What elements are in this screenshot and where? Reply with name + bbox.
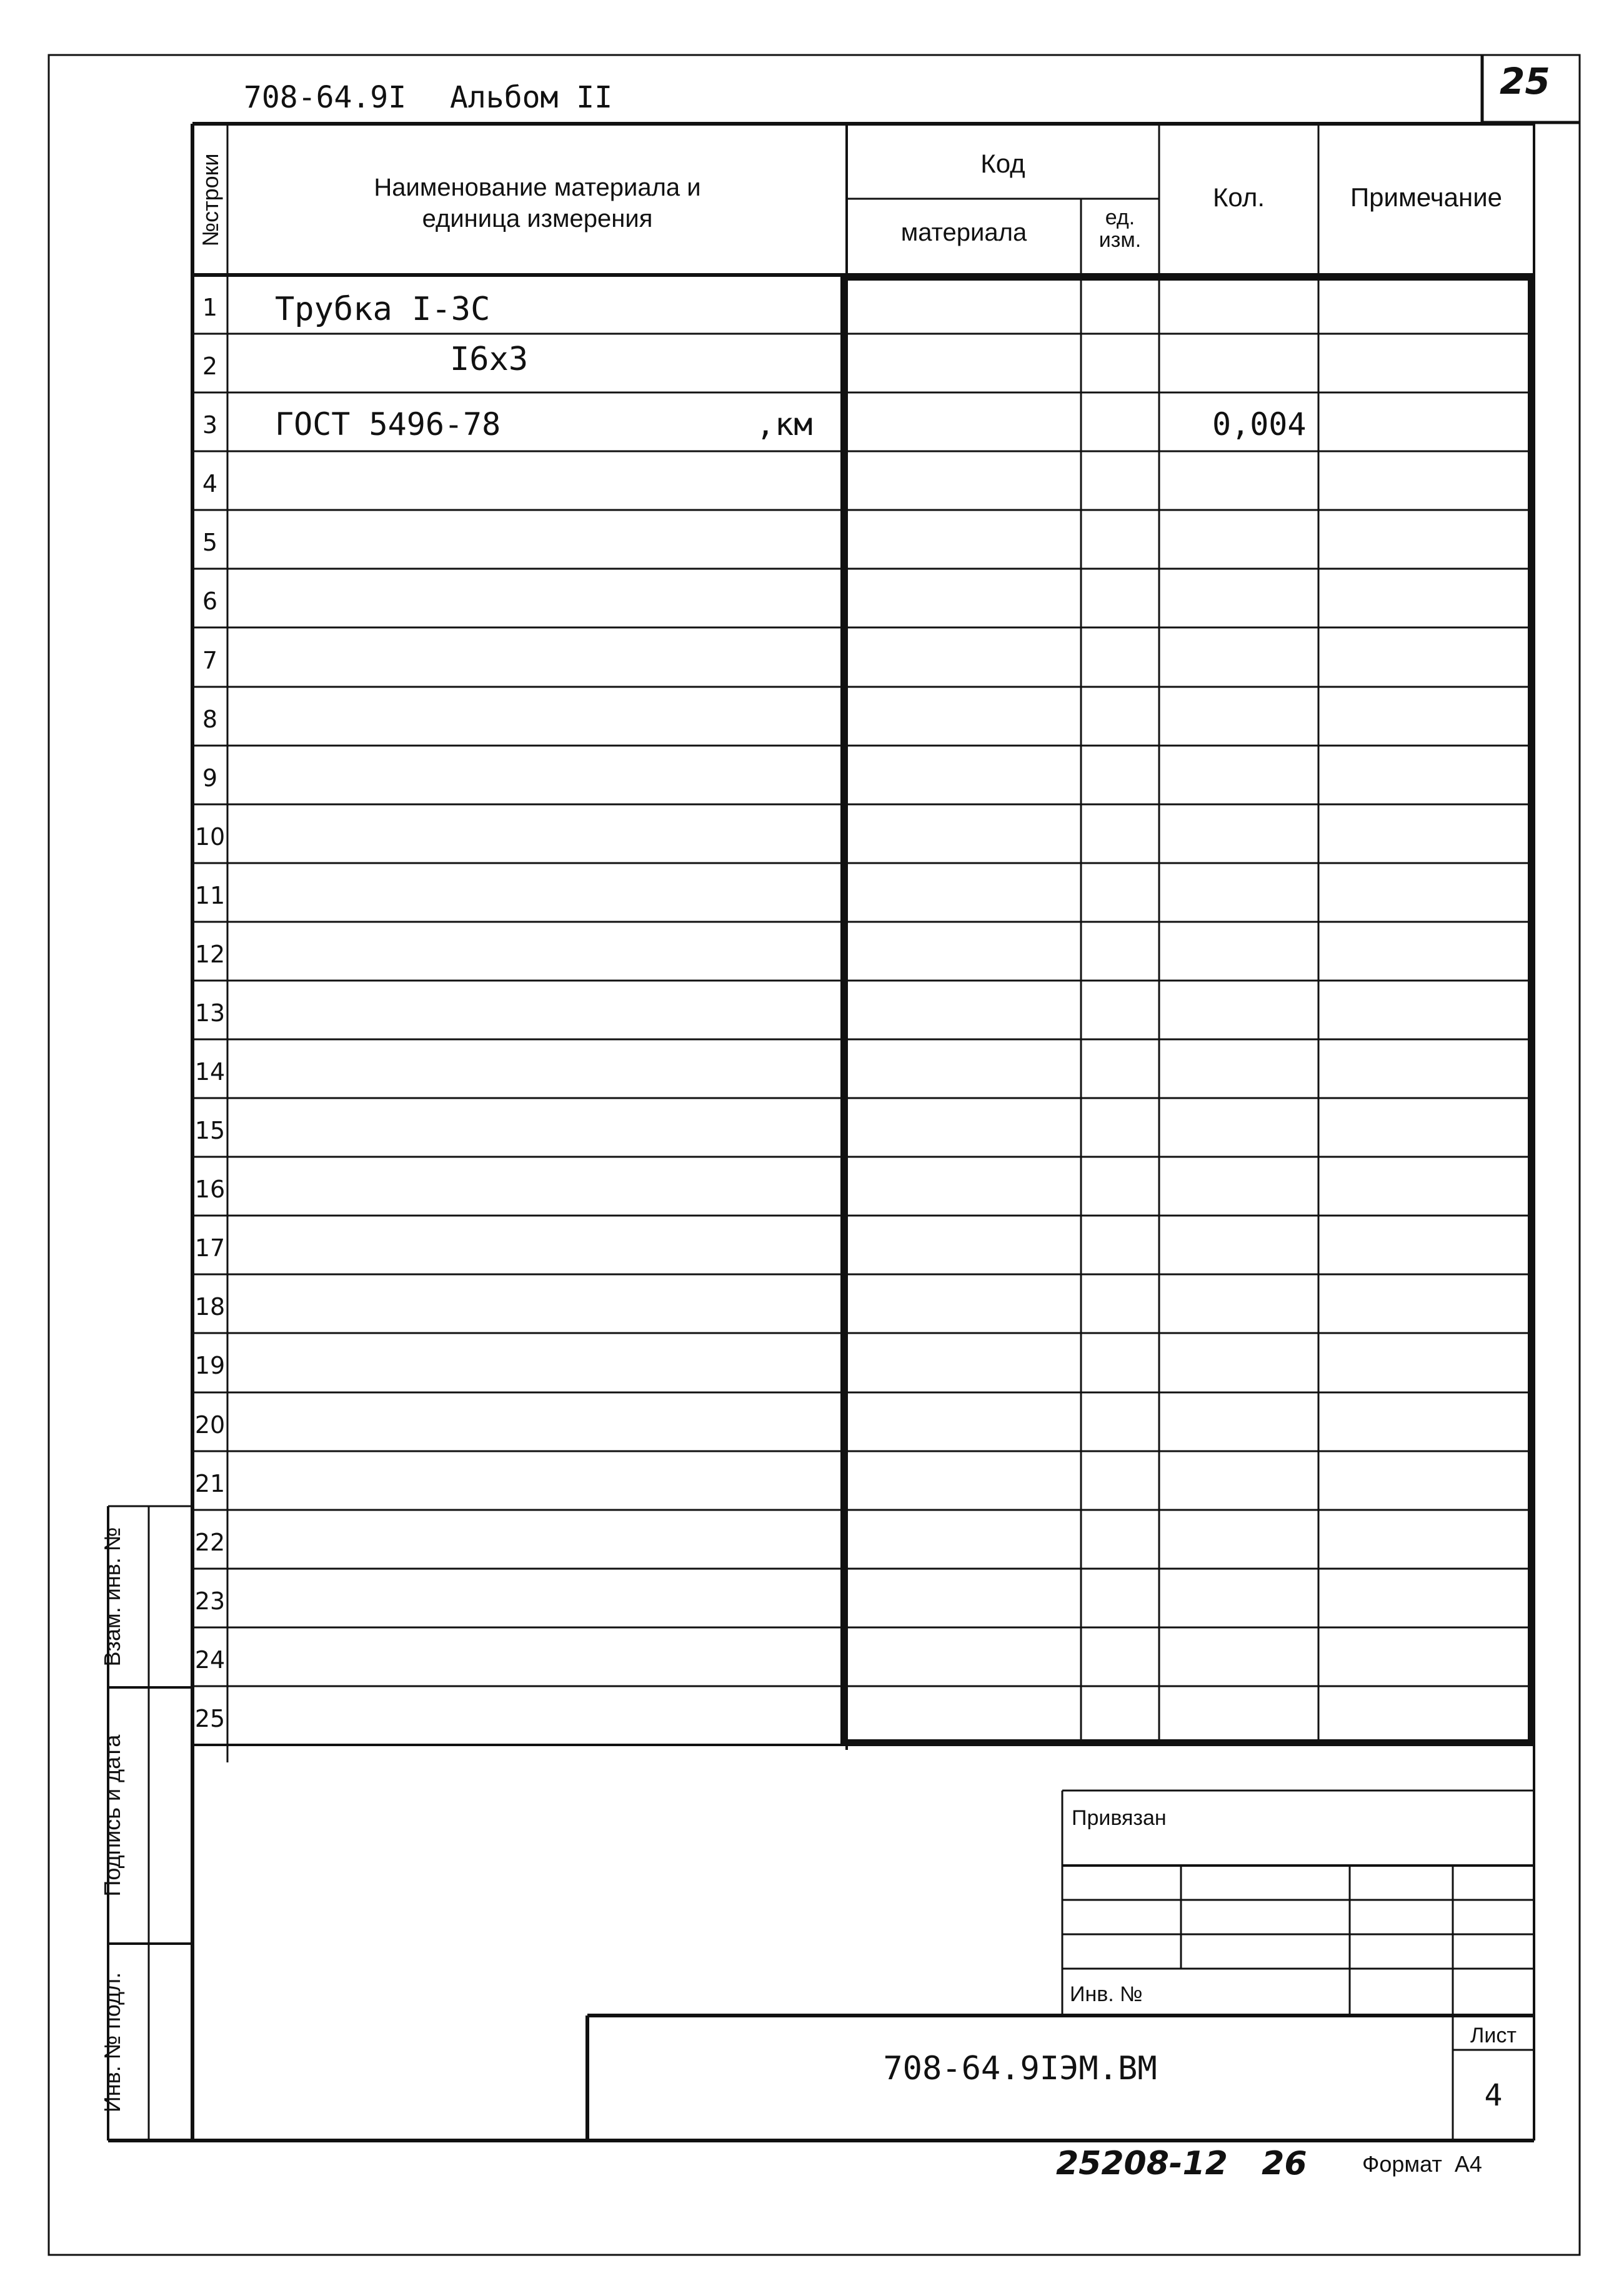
stamp-signature-date: Подпись и дата <box>99 1734 125 1897</box>
row-number: 16 <box>194 1176 226 1203</box>
row-number: 15 <box>194 1117 226 1144</box>
row-number: 13 <box>194 999 226 1027</box>
row3-unit: ,км <box>756 406 813 442</box>
doc-reference: 708-64.9I <box>244 80 407 115</box>
header-unit-line2: изм. <box>1098 228 1142 252</box>
row-number: 1 <box>202 294 218 321</box>
row-number: 7 <box>202 647 218 674</box>
stamp-original-inv: Инв. № подл. <box>99 1972 125 2113</box>
row-number: 14 <box>194 1058 226 1086</box>
row-number: 4 <box>202 470 218 497</box>
row-number: 22 <box>194 1529 226 1556</box>
header-code-unit <box>1081 206 1159 251</box>
row-number: 3 <box>202 411 218 439</box>
sheet-number: 4 <box>1484 2078 1503 2113</box>
row-number: 25 <box>194 1705 226 1732</box>
page-number: 25 <box>1500 60 1550 102</box>
row-number: 8 <box>202 706 218 733</box>
row-number: 20 <box>194 1411 226 1439</box>
row-number: 18 <box>194 1293 226 1321</box>
header-name-line1: Наименование материала и <box>374 174 701 201</box>
row-number: 9 <box>202 764 218 792</box>
row-number: 23 <box>194 1587 226 1615</box>
header-code-material: материала <box>900 219 1027 246</box>
row2-material-size: I6x3 <box>450 341 529 378</box>
header-name <box>237 172 837 234</box>
row-number: 5 <box>202 529 218 556</box>
row-number: 19 <box>194 1352 226 1379</box>
row3-standard: ГОСТ 5496-78 <box>275 406 501 442</box>
row1-material-name: Трубка I-3С <box>275 291 491 328</box>
header-row-number: №строки <box>197 153 223 247</box>
row-number: 17 <box>194 1234 226 1262</box>
inv-number-label: Инв. № <box>1070 1982 1143 2006</box>
row-number: 24 <box>194 1646 226 1674</box>
header-note: Примечание <box>1350 182 1503 212</box>
header-unit-line1: ед. <box>1105 206 1135 229</box>
row-number: 21 <box>194 1470 226 1497</box>
header-code: Код <box>980 149 1025 178</box>
sheet-label: Лист <box>1470 2024 1517 2047</box>
linked-label: Привязан <box>1072 1806 1167 1830</box>
album-label: Альбом II <box>450 80 613 115</box>
row-number: 11 <box>194 882 226 909</box>
row-number: 10 <box>194 823 226 851</box>
row-number: 12 <box>194 941 226 968</box>
header-qty: Кол. <box>1212 182 1265 212</box>
header-name-line2: единица измерения <box>422 205 653 232</box>
stamp-replacement-inv: Взам. инв. № <box>99 1527 125 1667</box>
format-label: Формат А4 <box>1362 2151 1482 2177</box>
archive-number: 25208-12 26 <box>1056 2145 1307 2182</box>
row-number: 6 <box>202 587 218 615</box>
document-designation: 708-64.9IЭМ.ВМ <box>883 2050 1157 2087</box>
row-number: 2 <box>202 352 218 380</box>
row3-quantity: 0,004 <box>1212 406 1307 442</box>
